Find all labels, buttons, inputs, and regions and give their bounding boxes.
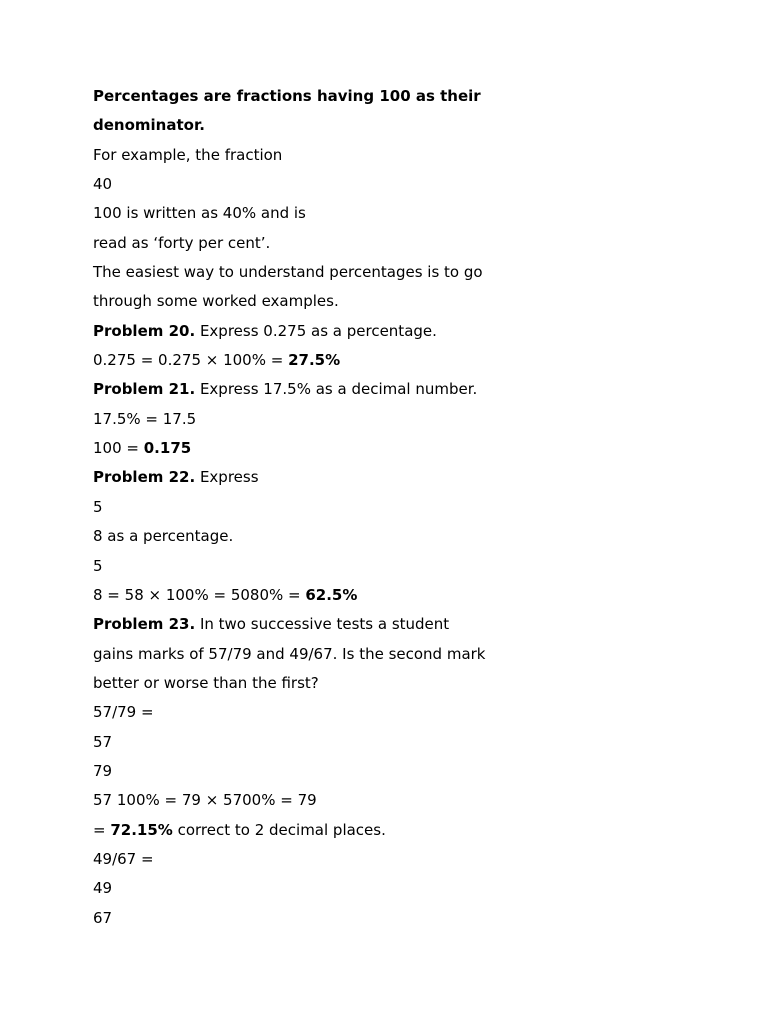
text-line	[93, 874, 693, 903]
text-line	[93, 640, 693, 669]
text-run: 79	[93, 761, 113, 780]
text-line	[93, 698, 693, 727]
text-line	[93, 170, 693, 199]
text-run: correct to 2 decimal places.	[172, 820, 386, 839]
text-run: The easiest way to understand percentages is to go	[93, 263, 483, 282]
text-run: read as ‘forty per cent’.	[93, 233, 271, 252]
text-line	[93, 552, 693, 581]
text-line	[93, 463, 693, 492]
text-run: For example, the fraction	[93, 145, 283, 164]
text-line	[93, 845, 693, 874]
text-line	[93, 816, 693, 845]
text-line	[93, 375, 693, 404]
text-line	[93, 258, 693, 287]
bold-text-run: Problem 22.	[93, 468, 196, 487]
text-line	[93, 317, 693, 346]
text-run: 5	[93, 497, 103, 516]
bold-text-run: 27.5%	[288, 351, 341, 370]
text-run: 100 =	[93, 439, 144, 458]
text-line	[93, 141, 693, 170]
text-run: 0.275 = 0.275 × 100% =	[93, 351, 289, 370]
bold-text-run: denominator.	[93, 116, 205, 135]
text-run: 57 100% = 79 × 5700% = 79	[93, 791, 317, 810]
text-line	[93, 786, 693, 815]
text-line	[93, 434, 693, 463]
text-run: Express 17.5% as a decimal number.	[195, 380, 478, 399]
text-run: 67	[93, 908, 113, 927]
bold-text-run: Percentages are fractions having 100 as their	[93, 87, 481, 105]
text-run: 49	[93, 879, 113, 898]
text-run: 57/79 =	[93, 703, 154, 722]
text-run: 5	[93, 556, 103, 575]
text-run: =	[93, 820, 111, 839]
text-line	[93, 229, 693, 258]
text-line	[93, 199, 693, 228]
text-line	[93, 111, 693, 140]
bold-text-run: Problem 21.	[93, 380, 196, 399]
text-run: 100 is written as 40% and is	[93, 204, 306, 223]
bold-text-run: 72.15%	[110, 820, 173, 839]
text-line	[93, 522, 693, 551]
bold-text-run: 62.5%	[305, 585, 358, 604]
text-run: 8 = 58 × 100% = 5080% =	[93, 585, 306, 604]
text-line	[93, 405, 693, 434]
text-run: Express 0.275 as a percentage.	[195, 321, 437, 340]
text-run: through some worked examples.	[93, 292, 339, 311]
text-run: gains marks of 57/79 and 49/67. Is the second mark	[93, 644, 486, 663]
text-line	[93, 610, 693, 639]
text-line	[93, 904, 693, 933]
document-page	[93, 82, 693, 933]
text-line	[93, 82, 693, 111]
text-line	[93, 581, 693, 610]
text-line	[93, 757, 693, 786]
text-run: 8 as a percentage.	[93, 527, 234, 546]
text-run: 49/67 =	[93, 849, 154, 868]
text-line	[93, 493, 693, 522]
text-run: 40	[93, 175, 113, 194]
bold-text-run: Problem 23.	[93, 615, 196, 634]
text-run: 17.5% = 17.5	[93, 409, 197, 428]
text-line	[93, 346, 693, 375]
text-line	[93, 728, 693, 757]
bold-text-run: Problem 20.	[93, 321, 196, 340]
bold-text-run: 0.175	[143, 439, 192, 458]
text-run: Express	[195, 468, 259, 487]
text-run: In two successive tests a student	[195, 615, 450, 634]
text-run: better or worse than the first?	[93, 673, 319, 692]
text-run: 57	[93, 732, 113, 751]
text-line	[93, 669, 693, 698]
text-line	[93, 287, 693, 316]
